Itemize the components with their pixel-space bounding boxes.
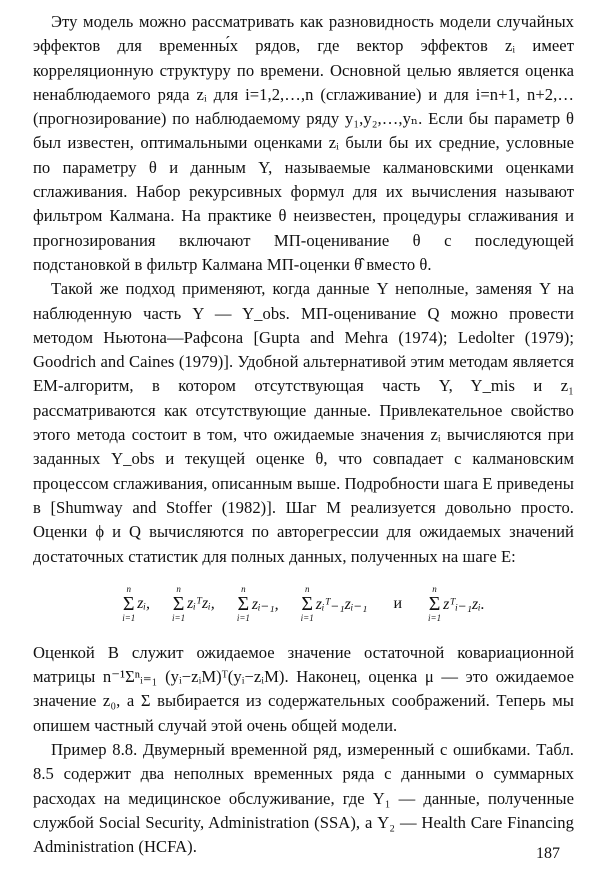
sum-term-1-expr: zᵢ,: [137, 594, 151, 612]
sum-term-3-expr: zᵢ₋₁,: [251, 595, 279, 613]
sum-term-5-expr: zᵀᵢ₋₁zᵢ.: [443, 595, 485, 613]
sigma-sign: n Σ i=1: [428, 583, 442, 623]
sum-term-2-expr: zᵢᵀzᵢ,: [187, 594, 215, 612]
paragraph-example-8-8: Пример 8.8. Двумерный временной ряд, измеренный с ошибками. Табл. 8.5 содержит два неполных временных ряда с данными о суммарных расходах на медицинское обслуживание, где Y₁ — данные, полученные службой Social Security, Administration (SSA), а Y₂ — Health Care Financing Administration (HCFA).: [33, 740, 574, 857]
formula-conjunction: и: [393, 594, 403, 612]
paragraph-m-step: Оценкой B служит ожидаемое значение остаточной ковариационной матрицы n⁻¹Σⁿᵢ₌₁ (yᵢ−zᵢM)ᵀ(yᵢ−zᵢM). Наконец, оценка μ — это ожидаемое значение z₀, а Σ выбирается из содержательных соображений. Теперь мы опишем частный случай этой очень общей модели.: [33, 642, 574, 735]
paragraph-kalman-intro: Эту модель можно рассматривать как разновидность модели случайных эффектов для временны́х рядов, где вектор эффектов zᵢ имеет корреляционную структуру по времени. Основной целью является оценка ненаблюдаемого ряда zᵢ для i=1,2,…,n (сглаживание) и для i=n+1, n+2,… (прогнозирование) по наблюдаемому ряду y₁,y₂,…,yₙ. Если бы параметр θ был известен, оптимальными оценками zᵢ были бы их средние, условные по параметру θ и данным Y, называемые калмановскими оценками сглаживания. Набор рекурсивных формул для их вычисления называют фильтром Калмана. На практике θ неизвестен, процедуры сглаживания и прогнозирования включают МП-оценивание θ с последующей подстановкой в фильтр Калмана МП-оценки θ̂ вместо θ.: [33, 12, 574, 274]
sum-term-4: [301, 585, 368, 623]
sum-term-2: [172, 585, 215, 623]
sufficient-statistics-formula: [33, 573, 574, 635]
paragraph-em-algorithm: Такой же подход применяют, когда данные Y неполные, заменяя Y на наблюденную часть Y — Y_obs. МП-оценивание Q можно провести методом Ньютона—Рафсона [Gupta and Mehra (1974); Ledolter (1979); Goodrich and Caines (1979)]. Удобной альтернативой этим методам является EM-алгоритм, в котором отсутствующая часть Y, Y_mis и z₁ рассматриваются как отсутствующие данные. Привлекательное свойство этого метода состоит в том, что ожидаемые значения zᵢ вычисляются при заданных Y_obs и текущей оценке θ, что совпадает с калмановским процессом сглаживания, описанным выше. Подробности шага E приведены в [Shumway and Stoffer (1982)]. Шаг M реализуется довольно просто. Оценки ϕ и Q вычисляются по авторегрессии для ожидаемых значений достаточных статистик для полных данных, полученных на шаге E:: [33, 279, 574, 566]
sigma-sign: n Σ i=1: [236, 583, 250, 623]
sigma-sign: n Σ i=1: [172, 583, 186, 623]
page-number: 187: [536, 845, 560, 862]
sigma-sign: n Σ i=1: [300, 583, 314, 623]
sum-term-5: [428, 585, 485, 623]
sigma-sign: n Σ i=1: [122, 583, 136, 623]
sum-term-1: [122, 585, 150, 623]
sum-term-3: [237, 585, 279, 623]
sum-term-4-expr: zᵢᵀ₋₁zᵢ₋₁: [315, 595, 368, 613]
